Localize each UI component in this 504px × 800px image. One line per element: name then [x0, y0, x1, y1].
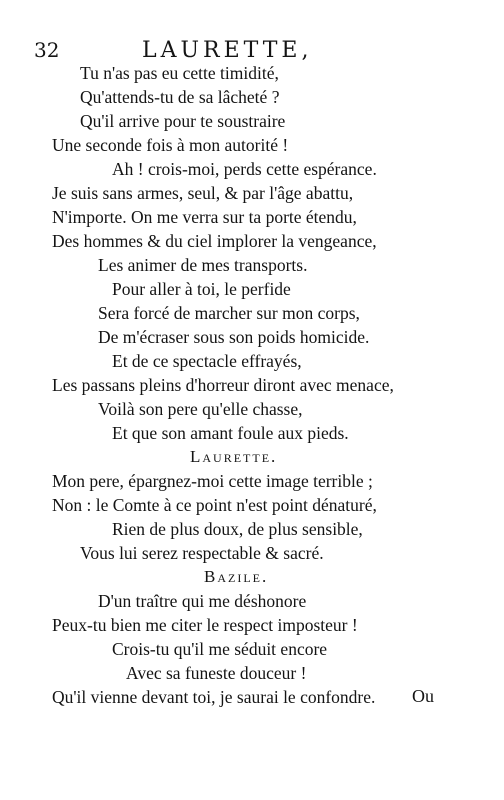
verse-line: Tu n'as pas eu cette timidité,	[80, 63, 279, 83]
verse-line: Rien de plus doux, de plus sensible,	[112, 519, 363, 539]
speaker-name: Laurette.	[190, 447, 278, 466]
verse-line: N'importe. On me verra sur ta porte étendu,	[52, 207, 357, 227]
verse-line: Qu'attends-tu de sa lâcheté ?	[80, 87, 280, 107]
running-title: LAURETTE,	[142, 38, 313, 63]
catchword: Ou	[412, 686, 434, 706]
page-number: 32	[34, 38, 60, 62]
verse-line: D'un traître qui me déshonore	[98, 591, 307, 611]
verse-line: Peux-tu bien me citer le respect imposteur !	[52, 615, 358, 635]
verse-line: Les animer de mes transports.	[98, 255, 308, 275]
verse-line: Non : le Comte à ce point n'est point dénaturé,	[52, 495, 377, 515]
verse-line: De m'écraser sous son poids homicide.	[98, 327, 370, 347]
page-header	[0, 38, 504, 64]
verse-line: Et que son amant foule aux pieds.	[112, 423, 349, 443]
verse-line: Qu'il vienne devant toi, je saurai le confondre.	[52, 687, 376, 707]
verse-line: Sera forcé de marcher sur mon corps,	[98, 303, 360, 323]
verse-line: Avec sa funeste douceur !	[126, 663, 307, 683]
verse-line: Pour aller à toi, le perfide	[112, 279, 291, 299]
verse-line: Crois-tu qu'il me séduit encore	[112, 639, 328, 659]
verse-line: Voilà son pere qu'elle chasse,	[98, 399, 303, 419]
verse-line: Les passans pleins d'horreur diront avec menace,	[52, 375, 394, 395]
verse-line: Vous lui serez respectable & sacré.	[80, 543, 324, 563]
verse-line: Et de ce spectacle effrayés,	[112, 351, 302, 371]
verse-line: Qu'il arrive pour te soustraire	[80, 111, 286, 131]
speaker-name: Bazile.	[204, 567, 269, 586]
verse-line: Des hommes & du ciel implorer la vengeance,	[52, 231, 377, 251]
verse-line: Je suis sans armes, seul, & par l'âge abattu,	[52, 183, 354, 203]
verse-line: Mon pere, épargnez-moi cette image terrible ;	[52, 471, 373, 491]
verse-line: Ah ! crois-moi, perds cette espérance.	[112, 159, 377, 179]
verse-line: Une seconde fois à mon autorité !	[52, 135, 289, 155]
